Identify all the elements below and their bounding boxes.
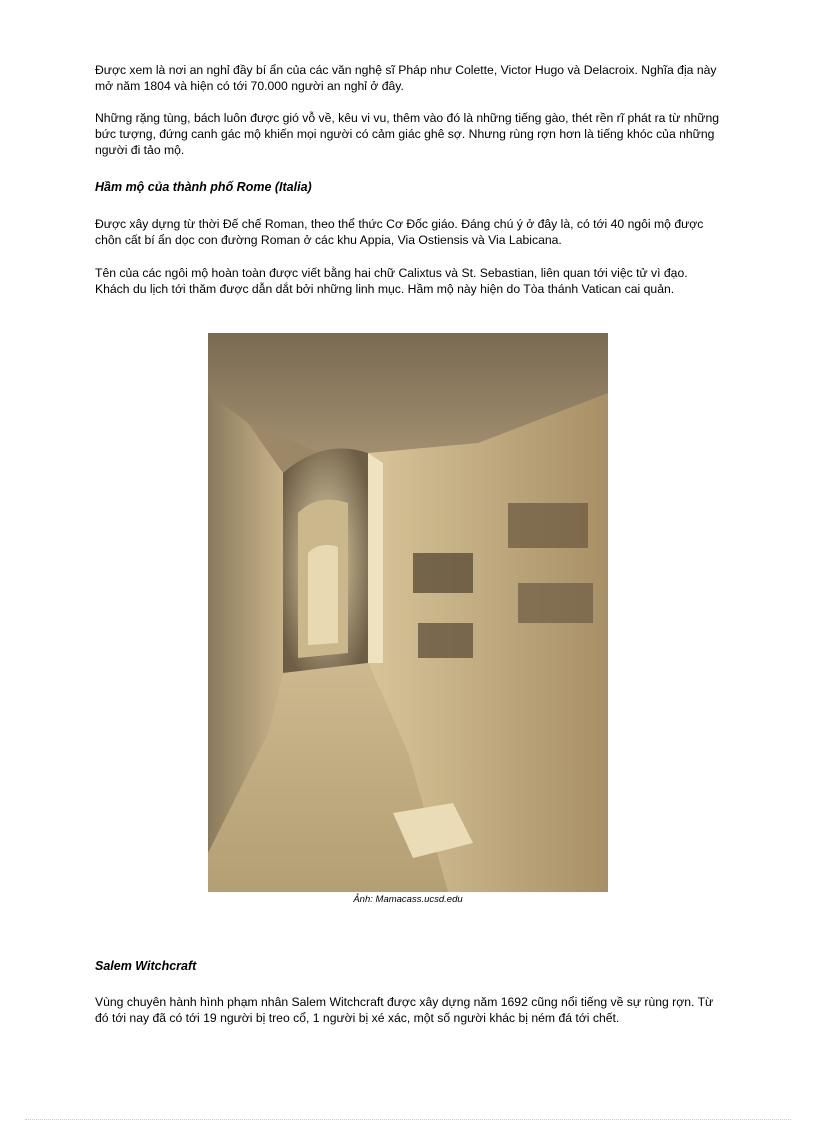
heading-rome-catacombs: Hầm mộ của thành phố Rome (Italia) xyxy=(95,180,312,194)
paragraph-salem: Vùng chuyên hành hình phạm nhân Salem Witchcraft được xây dựng năm 1692 cũng nổi tiếng về sự rùng rợn. Từ đó tới nay đã có tới 19 người bị treo cổ, 1 người bị xé xác, một số người khác bị ném đá tới chết. xyxy=(95,995,714,1025)
paragraph-rome-tombs: Tên của các ngôi mộ hoàn toàn được viết bằng hai chữ Calixtus và St. Sebastian, liên quan tới việc tử vì đạo. Khách du lịch tới thăm được dẫn dắt bởi những linh mục. Hầm mộ này hiện do Tòa thánh Vatican cai quản. xyxy=(95,266,688,296)
page-bottom-divider xyxy=(25,1119,791,1120)
paragraph-rome-history: Được xây dựng từ thời Đế chế Roman, theo thể thức Cơ Đốc giáo. Đáng chú ý ở đây là, có tới 40 ngôi mộ được chôn cất bí ẩn dọc con đường Roman ở các khu Appia, Via Ostiensis và Via Labicana. xyxy=(95,217,704,247)
heading-salem-witchcraft: Salem Witchcraft xyxy=(95,959,197,973)
photo-caption: Ảnh: Mamacass.ucsd.edu xyxy=(353,894,463,905)
paragraph-paris-cemetery: Được xem là nơi an nghỉ đầy bí ẩn của các văn nghệ sĩ Pháp như Colette, Victor Hugo và Delacroix. Nghĩa địa này mở năm 1804 và hiện có tới 70.000 người an nghỉ ở đây. xyxy=(95,63,717,93)
catacomb-photo xyxy=(208,333,608,892)
paragraph-cemetery-atmosphere: Những rặng tùng, bách luôn được gió vỗ về, kêu vi vu, thêm vào đó là những tiếng gào, thét rền rĩ phát ra từ những bức tượng, đứng canh gác mộ khiến mọi người có cảm giác ghê sợ. Nhưng rùng rợn hơn là tiếng khóc của những người đi tảo mộ. xyxy=(95,111,720,157)
